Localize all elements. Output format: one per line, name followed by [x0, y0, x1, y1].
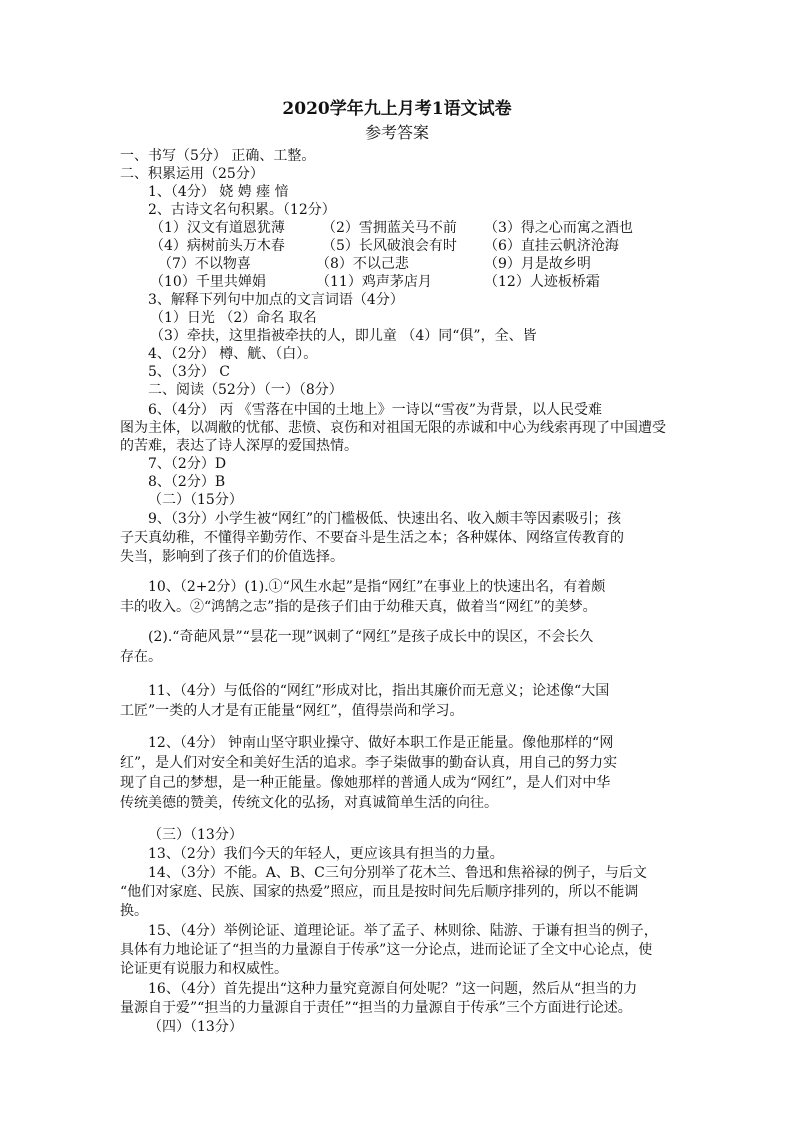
answer-q11-line-1: 11、（4分）与低俗的“网红”形成对比，指出其廉价而无意义；论述像“大国: [148, 683, 610, 699]
answer-q12-line-4: 传统美德的赞美，传统文化的弘扬，对真诚简单生活的向往。: [120, 795, 498, 811]
section-reading-2: （二）（15分）: [148, 492, 243, 508]
answer-q9-line-1: 9、（3分）小学生被“网红”的门槛极低、快速出名、收入颇丰等因素吸引；孩: [148, 511, 622, 527]
page-title: 2020学年九上月考1语文试卷: [282, 99, 512, 119]
answer-q15-line-3: 论证更有说服力和权威性。: [120, 961, 288, 977]
poem-line-12: （12）人迹板桥霜: [484, 274, 600, 290]
answer-q10-line-2: 丰的收入。②“鸿鹄之志”指的是孩子们由于幼稚天真，做着当“网红”的美梦。: [120, 599, 597, 615]
answer-q3-heading: 3、解释下列句中加点的文言词语（4分）: [148, 292, 404, 308]
page-subtitle: 参考答案: [364, 123, 429, 142]
poem-line-7: （7）不以物喜: [158, 256, 251, 272]
poem-line-4: （4）病树前头万木春: [150, 238, 285, 254]
answer-q15-line-1: 15、（4分）举例论证、道理论证。举了孟子、林则徐、陆游、于谦有担当的例子，: [148, 923, 658, 939]
section-accumulation: 二、积累运用（25分）: [120, 166, 264, 182]
answer-q12-line-3: 现了自己的梦想，是一种正能量。像她那样的普通人成为“网红”，是人们对中华: [120, 775, 611, 791]
answer-q10-line-1: 10、（2+2分）(1).①“风生水起”是指“网红”在事业上的快速出名，有着颇: [148, 579, 606, 595]
answer-q9-line-3: 失当，影响到了孩子们的价值选择。: [120, 549, 344, 565]
answer-q15-line-2: 具体有力地论证了“担当的力量源自于传承”这一分论点，进而论证了全文中心论点，使: [120, 942, 653, 958]
answer-q7: 7、（2分）D: [148, 456, 227, 472]
poem-line-10: （10）千里共婵娟: [150, 274, 266, 290]
answer-q1: 1、（4分） 娆 娉 瘗 愔: [148, 184, 289, 200]
answer-q6-line-1: 6、（4分） 丙 《雪落在中国的土地上》一诗以“雪夜”为背景，以人民受难: [148, 402, 603, 418]
poem-line-11: （11）鸡声茅店月: [316, 274, 432, 290]
answer-q10-line-4: 存在。: [120, 649, 162, 665]
answer-q13: 13、（2分）我们今天的年轻人，更应该具有担当的力量。: [148, 846, 504, 862]
answer-q9-line-2: 子天真幼稚，不懂得辛勤劳作、不要奋斗是生活之本；各种媒体、网络宣传教育的: [120, 530, 624, 546]
section-reading-4: （四）（13分）: [148, 1019, 243, 1035]
section-writing: 一、书写（5分） 正确、工整。: [120, 148, 316, 164]
poem-line-9: （9）月是故乡明: [484, 256, 591, 272]
answer-q14-line-1: 14、（3分）不能。A、B、C三句分别举了花木兰、鲁迅和焦裕禄的例子，与后文: [148, 865, 647, 881]
answer-q11-line-2: 工匠”一类的人才是有正能量“网红”，值得崇尚和学习。: [120, 703, 464, 719]
answer-q16-line-1: 16、（4分）首先提出“这种力量究竟源自何处呢？”这一问题，然后从“担当的力: [148, 981, 638, 997]
section-reading: 二、阅读（52分）（一）（8分）: [148, 382, 343, 398]
answer-q14-line-2: “他们对家庭、民族、国家的热爱”照应，而且是按时间先后顺序排列的，所以不能调: [120, 884, 639, 900]
answer-q3-line-2: （3）牵扶，这里指被牵扶的人，即儿童 （4）同“俱”，全、皆: [150, 328, 537, 344]
answer-q10-line-3: (2).“奇葩风景”“昙花一现”讽刺了“网红”是孩子成长中的误区，不会长久: [148, 629, 594, 645]
answer-q16-line-2: 量源自于爱”“担当的力量源自于责任”“担当的力量源自于传承”三个方面进行论述。: [120, 1000, 632, 1016]
answer-q12-line-2: 红”，是人们对安全和美好生活的追求。李子柒做事的勤奋认真，用自己的努力实: [120, 755, 618, 771]
poem-line-2: （2）雪拥蓝关马不前: [322, 220, 457, 236]
poem-line-8: （8）不以己悲: [316, 256, 409, 272]
poem-line-6: （6）直挂云帆济沧海: [484, 238, 619, 254]
answer-q5: 5、（3分） C: [148, 364, 230, 380]
answer-q3-line-1: （1）日光 （2）命名 取名: [150, 310, 317, 326]
answer-q2-heading: 2、古诗文名句积累。（12分）: [148, 202, 336, 218]
answer-q4: 4、（2分） 樽、觥、（白）。: [148, 346, 318, 362]
answer-q8: 8、（2分）B: [148, 474, 226, 490]
section-reading-3: （三）（13分）: [148, 827, 243, 843]
answer-q14-line-3: 换。: [120, 903, 148, 919]
answer-q6-line-2: 图为主体，以凋敝的忧郁、悲愤、哀伤和对祖国无限的赤诚和中心为线索再现了中国遭受: [120, 420, 666, 436]
poem-line-3: （3）得之心而寓之酒也: [484, 220, 633, 236]
poem-line-5: （5）长风破浪会有时: [322, 238, 457, 254]
answer-q6-line-3: 的苦难，表达了诗人深厚的爱国热情。: [120, 438, 358, 454]
answer-q12-line-1: 12、（4分） 钟南山坚守职业操守、做好本职工作是正能量。像他那样的“网: [148, 735, 614, 751]
poem-line-1: （1）汉文有道恩犹薄: [150, 220, 285, 236]
